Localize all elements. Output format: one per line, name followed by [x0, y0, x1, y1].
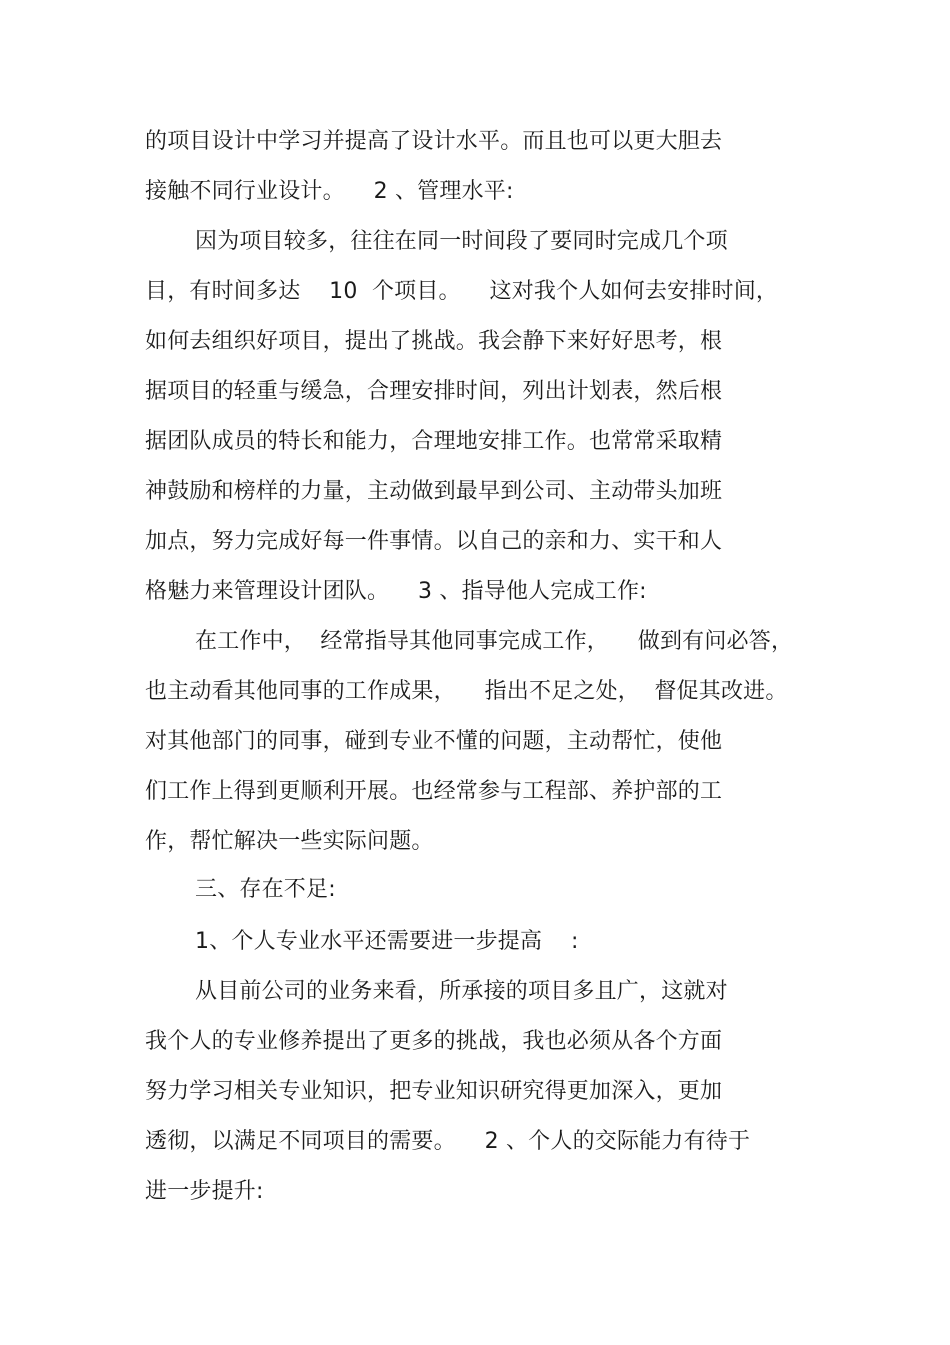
text-line: 神鼓励和榜样的力量，主动做到最早到公司、主动带头加班 — [145, 479, 723, 504]
text-line: 对其他部门的同事，碰到专业不懂的问题，主动帮忙，使他 — [145, 729, 723, 754]
paragraph-first-line: 因为项目较多，往往在同一时间段了要同时完成几个项 — [195, 229, 728, 254]
text-line: 据项目的轻重与缓急，合理安排时间，列出计划表，然后根 — [145, 379, 723, 404]
text-line: 据团队成员的特长和能力，合理地安排工作。也常常采取精 — [145, 429, 723, 454]
paragraph-first-line: 从目前公司的业务来看，所承接的项目多且广，这就对 — [195, 979, 728, 1004]
text-line: 努力学习相关专业知识，把专业知识研究得更加深入，更加 — [145, 1079, 723, 1104]
text-line: 也主动看其他同事的工作成果， 指出不足之处， 督促其改进。 — [145, 679, 788, 704]
text-line: 们工作上得到更顺利开展。也经常参与工程部、养护部的工 — [145, 779, 723, 804]
text-line: 加点，努力完成好每一件事情。以自己的亲和力、实干和人 — [145, 529, 723, 554]
text-line: 作，帮忙解决一些实际问题。 — [145, 829, 434, 854]
paragraph-first-line: 在工作中， 经常指导其他同事完成工作， 做到有问必答， — [195, 629, 794, 654]
text-line: 我个人的专业修养提出了更多的挑战，我也必须从各个方面 — [145, 1029, 723, 1054]
subsection-heading: 1、个人专业水平还需要进一步提高 : — [195, 929, 579, 954]
section-heading: 三、存在不足: — [195, 877, 336, 902]
text-line: 格魅力来管理设计团队。 3 、指导他人完成工作: — [145, 579, 647, 604]
text-line: 接触不同行业设计。 2 、管理水平: — [145, 179, 514, 204]
text-line: 目，有时间多达 10 个项目。 这对我个人如何去安排时间， — [145, 279, 779, 304]
text-line: 透彻，以满足不同项目的需要。 2 、个人的交际能力有待于 — [145, 1129, 751, 1154]
text-line: 的项目设计中学习并提高了设计水平。而且也可以更大胆去 — [145, 129, 723, 154]
text-line: 如何去组织好项目，提出了挑战。我会静下来好好思考，根 — [145, 329, 723, 354]
text-line: 进一步提升: — [145, 1179, 264, 1204]
